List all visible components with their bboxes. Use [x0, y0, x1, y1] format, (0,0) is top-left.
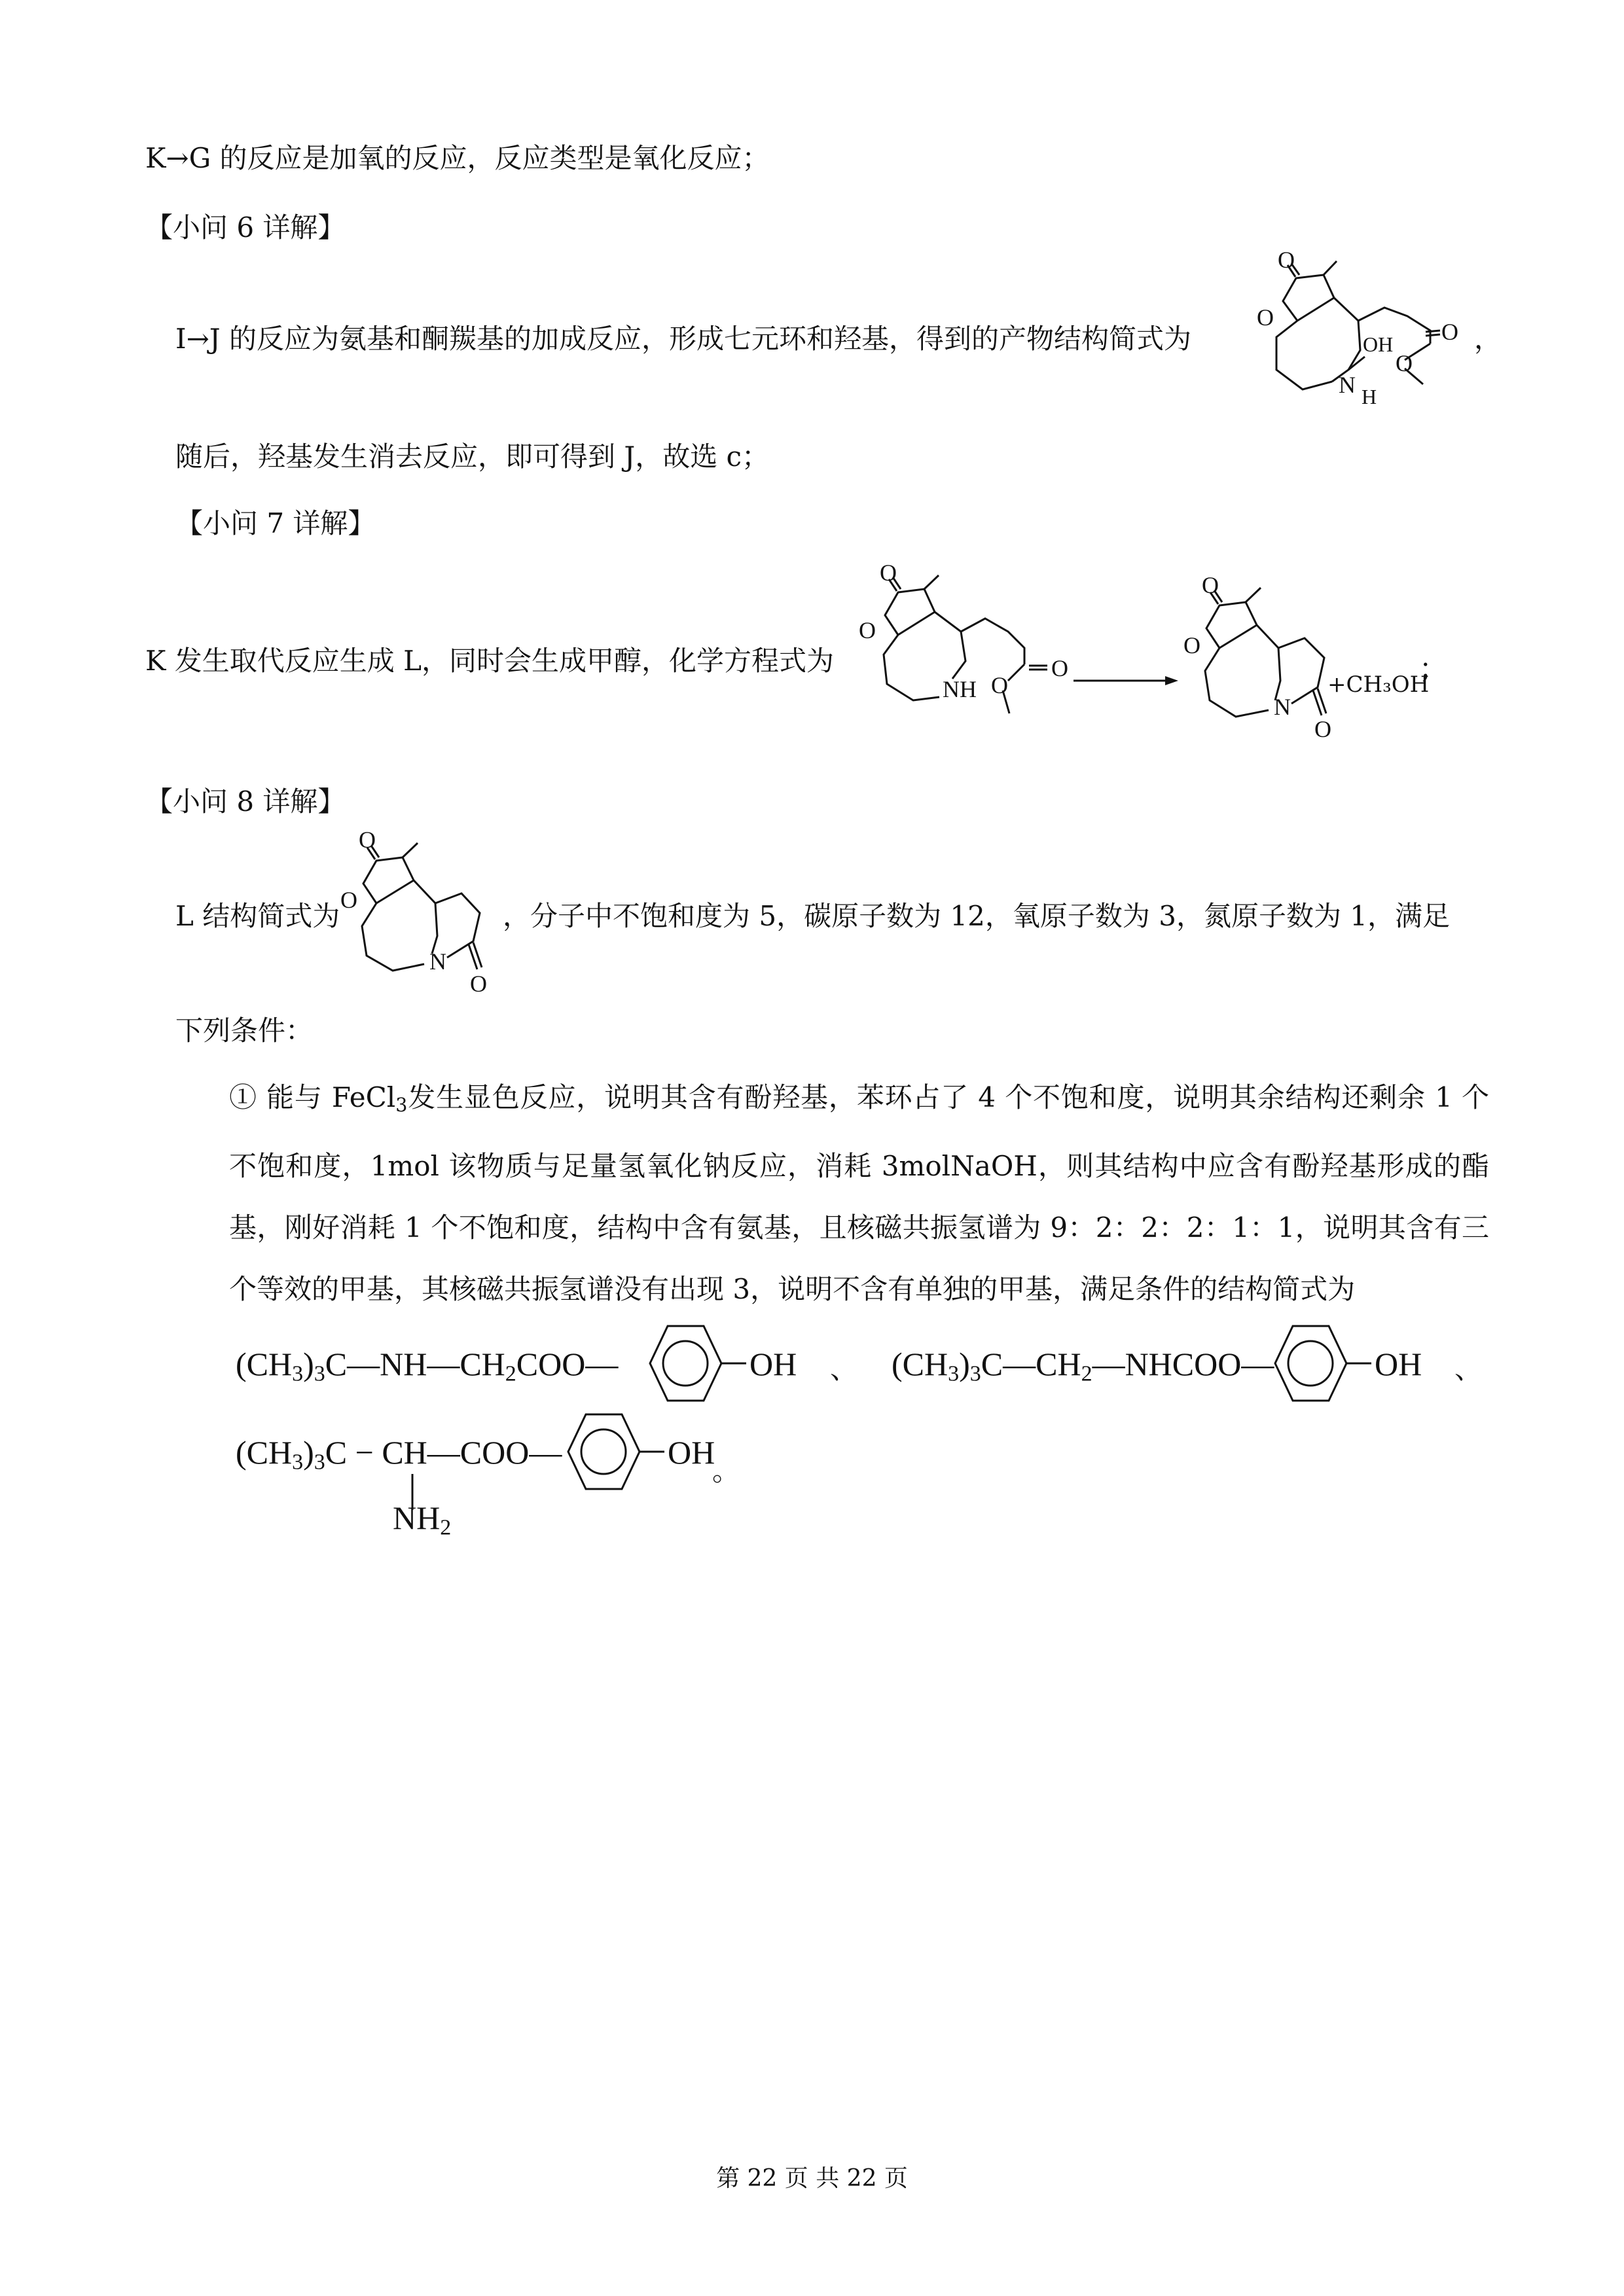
heading-q6: 【小问 6 详解】: [145, 211, 346, 243]
atom-o: O: [859, 617, 876, 643]
atom-o: O: [1278, 247, 1295, 273]
text-k-to-g: K→G 的反应是加氧的反应，反应类型是氧化反应；: [145, 142, 770, 174]
text-plus-ch3oh: +CH₃OH: [1327, 672, 1430, 698]
formula-2-text: $(CH_3)_3C—CH_2—NHCOO—$: [892, 1346, 1274, 1386]
atom-o: O: [880, 560, 897, 586]
end-period: 。: [712, 1455, 740, 1487]
formula-2-oh: OH: [1375, 1346, 1422, 1382]
formula-3-oh: OH: [668, 1434, 715, 1471]
atom-o: O: [1183, 632, 1200, 658]
structure-hemiaminal: [1250, 247, 1486, 416]
atom-o: O: [1441, 319, 1458, 345]
page-footer: 第 22 页 共 22 页: [716, 2165, 908, 2192]
atom-o: O: [1396, 350, 1413, 376]
atom-o: O: [359, 827, 376, 853]
structure-l: [340, 827, 511, 997]
text-q6-comma: ，: [1474, 323, 1502, 355]
heading-q7: 【小问 7 详解】: [175, 507, 376, 539]
benzene-ring-3: [560, 1409, 645, 1494]
separator-1: 、: [830, 1353, 858, 1385]
benzene-ring-1: [641, 1321, 727, 1406]
atom-o: O: [1202, 572, 1219, 598]
atom-o: O: [340, 887, 357, 913]
atom-o: O: [1257, 304, 1274, 331]
atom-o: O: [991, 672, 1008, 698]
atom-oh: OH: [1363, 332, 1394, 356]
text-q8-2: 下列条件：: [175, 1014, 314, 1047]
text-q8-1-suffix: ，分子中不饱和度为 5，碳原子数为 12，氧原子数为 3，氮原子数为 1，满足: [503, 900, 1451, 932]
text-q6-1: I→J 的反应为氨基和酮羰基的加成反应，形成七元环和羟基，得到的产物结构简式为: [175, 323, 1191, 355]
structure-l-product: [1183, 572, 1360, 746]
atom-nh: NH: [943, 676, 977, 702]
atom-h: H: [1362, 385, 1377, 408]
heading-q8: 【小问 8 详解】: [145, 785, 346, 817]
reaction-arrow: [1074, 674, 1178, 687]
atom-n: N: [1339, 372, 1356, 398]
formula-3-nh2: $NH_2$: [393, 1499, 452, 1540]
text-q6-2: 随后，羟基发生消去反应，即可得到 J，故选 c；: [175, 440, 770, 473]
atom-o: O: [1051, 655, 1068, 681]
text-q7: K 发生取代反应生成 L，同时会生成甲醇，化学方程式为: [145, 645, 834, 677]
formula-1-oh: OH: [749, 1346, 797, 1382]
atom-n: N: [1274, 694, 1291, 720]
text-q8-paragraph: ① 能与 FeCl$_3$发生显色反应，说明其含有酚羟基，苯环占了 4 个不饱和度，说明其余结构还剩余 1 个不饱和度，1mol 该物质与足量氢氧化钠反应，消耗 3molNaOH，则其结构中应含有酚羟基形成的酯基，刚好消耗 1 个不饱和度，结构中含有氨基，且核磁共振氢谱为 9：2：2：2：1：1，说明其含有三个等效的甲基，其核磁共振氢谱没有出现 3，说明不含有单独的甲基，满足条件的结构简式为: [229, 1081, 1489, 1306]
text-q8-1-prefix: L 结构简式为: [175, 900, 340, 932]
formula-3-text: $(CH_3)_3C$ − CH—COO—: [236, 1434, 562, 1475]
text-q7-semicolon: ；: [1419, 653, 1447, 685]
benzene-ring-2: [1267, 1321, 1352, 1406]
structure-k: [857, 560, 1080, 723]
atom-n: N: [429, 948, 446, 975]
atom-o: O: [470, 971, 487, 997]
formula-1-text: $(CH_3)_3C—NH—CH_2COO—$: [236, 1346, 619, 1386]
atom-o: O: [1314, 716, 1331, 742]
separator-2: 、: [1454, 1353, 1483, 1385]
